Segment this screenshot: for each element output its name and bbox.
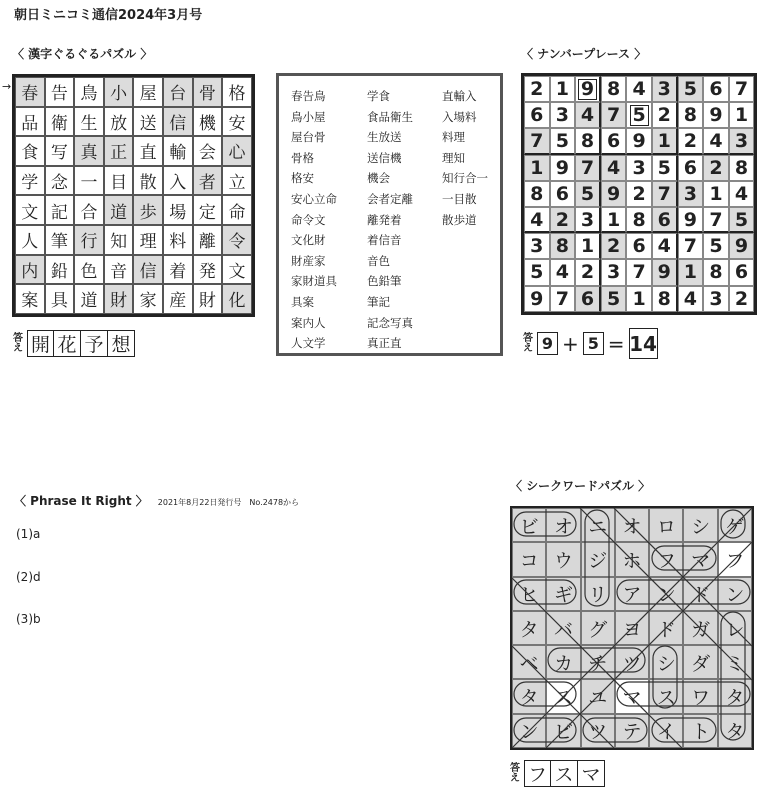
word-list-item: 色鉛筆 (367, 274, 402, 289)
sudoku-title: 〈 ナンバープレース 〉 (521, 47, 647, 61)
sudoku-cell: 9 (524, 286, 550, 312)
kanji-cell: 屋 (133, 77, 163, 107)
kanji-cell: 機 (193, 107, 223, 137)
seek-cell: オ (546, 508, 580, 542)
phrase-title-text: 〈 Phrase It Right 〉 (14, 494, 148, 508)
word-list-item: 安心立命 (291, 191, 337, 206)
seek-cell: ト (683, 714, 717, 748)
kanji-cell: 財 (104, 284, 134, 314)
kanji-cell: 音 (104, 255, 134, 285)
word-capsule (514, 580, 576, 604)
word-list-item: 案内人 (291, 315, 326, 330)
seek-cell: ツ (581, 714, 615, 748)
sudoku-cell: 4 (652, 233, 678, 259)
word-list-item: 命令文 (291, 212, 326, 227)
sudoku-cell-digit: 5 (630, 105, 649, 126)
seek-word-title: 〈 シークワードパズル 〉 (510, 479, 651, 493)
seek-cell: チ (581, 645, 615, 679)
sudoku-cell: 7 (652, 181, 678, 207)
sudoku-cell: 2 (703, 155, 729, 181)
sudoku-cell-digit: 9 (578, 79, 597, 100)
word-list-item: 食品衛生 (367, 109, 413, 124)
phrase-subtitle: 2021年8月22日発行号 No.2478から (157, 498, 300, 507)
sudoku-cell: 1 (524, 155, 550, 181)
seek-cell: タ (718, 714, 752, 748)
kanji-answer (13, 330, 135, 357)
kanji-cell: 料 (163, 225, 193, 255)
kanji-cell: 内 (15, 255, 45, 285)
word-list-item: 文化財 (291, 233, 326, 248)
seek-cell: タ (512, 611, 546, 645)
word-list-item: 人文学 (291, 336, 326, 351)
seek-cell: シ (683, 508, 717, 542)
start-arrow-icon: → (2, 80, 12, 93)
kanji-cell: 行 (74, 225, 104, 255)
sudoku-cell: 4 (575, 102, 601, 128)
sudoku-cell: 5 (729, 207, 755, 233)
sudoku-cell: 2 (601, 233, 627, 259)
word-capsule (653, 646, 677, 708)
word-list-item: 骨格 (291, 150, 314, 165)
kanji-cell: 写 (45, 136, 75, 166)
seek-cell: ガ (683, 611, 717, 645)
sudoku-cell: 1 (626, 286, 652, 312)
seek-cell: レ (718, 611, 752, 645)
sudoku-cell: 6 (550, 181, 576, 207)
kanji-cell: 道 (74, 284, 104, 314)
sudoku-cell: 1 (678, 259, 704, 285)
word-list-item: 家財道具 (291, 274, 337, 289)
kanji-cell: 知 (104, 225, 134, 255)
answer-sum: 14 (629, 328, 658, 359)
seek-cell: ン (512, 714, 546, 748)
seek-cell: フ (718, 542, 752, 576)
sudoku-cell: 3 (524, 233, 550, 259)
sudoku-cell: 3 (575, 207, 601, 233)
sudoku-cell: 2 (652, 102, 678, 128)
seek-cell: イ (649, 714, 683, 748)
seek-cell: ス (649, 679, 683, 713)
word-list-item: 着信音 (367, 233, 402, 248)
sudoku-cell: 8 (575, 128, 601, 154)
word-list-box (276, 73, 503, 356)
kanji-cell: 定 (193, 195, 223, 225)
sudoku-grid (521, 73, 757, 315)
seek-cell: マ (683, 542, 717, 576)
sudoku-cell: 5 (703, 233, 729, 259)
kanji-cell: 学 (15, 166, 45, 196)
word-list-column-2 (367, 86, 413, 354)
sudoku-cell: 6 (652, 207, 678, 233)
sudoku-cell: 4 (626, 76, 652, 102)
kanji-cell: 格 (222, 77, 252, 107)
sudoku-cell: 9 (601, 181, 627, 207)
kanji-cell: 者 (193, 166, 223, 196)
word-list-item: 散歩道 (442, 212, 477, 227)
sudoku-cell: 4 (601, 155, 627, 181)
seek-cell: フ (649, 542, 683, 576)
sudoku-cell (575, 76, 601, 102)
seek-cell: ツ (615, 645, 649, 679)
sudoku-cell: 9 (652, 259, 678, 285)
sudoku-cell: 7 (626, 259, 652, 285)
kanji-cell: 家 (133, 284, 163, 314)
sudoku-cell: 4 (550, 259, 576, 285)
phrase-answer-2: (2)d (16, 570, 41, 584)
kanji-cell: 令 (222, 225, 252, 255)
seek-cell: タ (512, 679, 546, 713)
sudoku-cell: 7 (601, 102, 627, 128)
sudoku-cell: 1 (729, 102, 755, 128)
word-list-item: 理知 (442, 150, 465, 165)
sudoku-cell: 7 (550, 286, 576, 312)
kanji-cell: 目 (104, 166, 134, 196)
kanji-cell: 一 (74, 166, 104, 196)
sudoku-cell: 2 (575, 259, 601, 285)
kanji-cell: 直 (133, 136, 163, 166)
seek-cell: ワ (683, 679, 717, 713)
kanji-cell: 立 (222, 166, 252, 196)
sudoku-cell: 6 (703, 76, 729, 102)
sudoku-cell: 9 (626, 128, 652, 154)
sudoku-cell: 6 (601, 128, 627, 154)
sudoku-cell: 7 (703, 207, 729, 233)
kanji-cell: 台 (163, 77, 193, 107)
word-capsule (652, 546, 716, 570)
seek-cell: ゲ (718, 508, 752, 542)
sudoku-cell: 5 (575, 181, 601, 207)
seek-cell: ヨ (615, 611, 649, 645)
seek-cell: マ (615, 679, 649, 713)
answer-label: 答え (510, 762, 520, 784)
sudoku-cell: 7 (678, 233, 704, 259)
sudoku-cell: 5 (678, 76, 704, 102)
seek-cell: ス (546, 679, 580, 713)
phrase-answer-3: (3)b (16, 612, 41, 626)
word-list-column-3 (442, 86, 488, 230)
kanji-cell: 命 (222, 195, 252, 225)
sudoku-cell: 5 (601, 286, 627, 312)
kanji-cell: 産 (163, 284, 193, 314)
sudoku-cell (626, 102, 652, 128)
word-list-item: 学食 (367, 89, 390, 103)
word-list-item: 生放送 (367, 130, 402, 145)
sudoku-cell: 7 (729, 76, 755, 102)
sudoku-cell: 8 (729, 155, 755, 181)
kanji-cell: 春 (15, 77, 45, 107)
sudoku-cell: 8 (652, 286, 678, 312)
seek-cell: ビ (546, 714, 580, 748)
kanji-cell: 安 (222, 107, 252, 137)
sudoku-cell: 3 (601, 259, 627, 285)
kanji-cell: 合 (74, 195, 104, 225)
strike-line (512, 508, 752, 748)
word-list-item: 具案 (291, 294, 314, 309)
seek-cell: ユ (581, 679, 615, 713)
kanji-cell: 会 (193, 136, 223, 166)
seek-cell: コ (512, 542, 546, 576)
seek-cell: ド (683, 577, 717, 611)
seek-cell: ニ (581, 508, 615, 542)
seek-cell: ジ (581, 542, 615, 576)
word-capsule (514, 512, 576, 536)
answer-label: 答え (13, 332, 23, 354)
word-list-item: 一目散 (442, 191, 477, 206)
sudoku-cell: 1 (652, 128, 678, 154)
word-list-item: 知行合一 (442, 171, 488, 186)
word-list-item: 春告鳥 (291, 89, 326, 103)
answer-digit-b: 5 (583, 332, 604, 355)
sudoku-cell: 6 (626, 233, 652, 259)
answer-digit-a: 9 (537, 332, 558, 355)
sudoku-cell: 8 (678, 102, 704, 128)
sudoku-cell: 3 (550, 102, 576, 128)
seek-cell: ヒ (512, 577, 546, 611)
sudoku-cell: 6 (678, 155, 704, 181)
word-list-item: 音色 (367, 253, 390, 268)
kanji-cell: 鳥 (74, 77, 104, 107)
sudoku-cell: 2 (626, 181, 652, 207)
kanji-puzzle-title: 〈 漢字ぐるぐるパズル 〉 (12, 47, 153, 61)
answer-char: マ (578, 760, 605, 787)
sudoku-cell: 6 (575, 286, 601, 312)
word-list-item: 格安 (291, 171, 314, 186)
seek-cell: ド (649, 611, 683, 645)
word-list-item: 会者定離 (367, 191, 413, 206)
kanji-cell: 信 (163, 107, 193, 137)
sudoku-cell: 2 (678, 128, 704, 154)
word-list-item: 送信機 (367, 150, 402, 165)
kanji-cell: 場 (163, 195, 193, 225)
kanji-cell: 散 (133, 166, 163, 196)
kanji-cell: 理 (133, 225, 163, 255)
answer-label: 答え (523, 332, 533, 354)
answer-char: 想 (108, 330, 135, 357)
kanji-grid (12, 74, 255, 317)
sudoku-cell: 8 (524, 181, 550, 207)
kanji-cell: 道 (104, 195, 134, 225)
seek-cell: ホ (615, 542, 649, 576)
kanji-cell: 送 (133, 107, 163, 137)
sudoku-cell: 4 (703, 128, 729, 154)
kanji-cell: 小 (104, 77, 134, 107)
sudoku-cell: 3 (652, 76, 678, 102)
sudoku-cell: 3 (703, 286, 729, 312)
word-capsule (617, 580, 750, 604)
seek-cell: ギ (546, 577, 580, 611)
sudoku-cell: 3 (678, 181, 704, 207)
sudoku-cell: 3 (729, 128, 755, 154)
word-list-item: 料理 (442, 130, 465, 145)
word-list-item: 鳥小屋 (291, 109, 326, 124)
seek-cell: ア (615, 577, 649, 611)
kanji-cell: 生 (74, 107, 104, 137)
kanji-cell: 真 (74, 136, 104, 166)
word-capsule (548, 648, 645, 672)
kanji-cell: 信 (133, 255, 163, 285)
sudoku-cell: 1 (601, 207, 627, 233)
kanji-cell: 食 (15, 136, 45, 166)
sudoku-cell: 2 (729, 286, 755, 312)
word-list-item: 屋台骨 (291, 130, 326, 145)
sudoku-cell: 8 (550, 233, 576, 259)
sudoku-cell: 4 (524, 207, 550, 233)
seek-cell: グ (581, 611, 615, 645)
seek-cell: シ (649, 645, 683, 679)
sudoku-cell: 1 (703, 181, 729, 207)
word-list-column-1 (291, 86, 337, 354)
kanji-cell: 記 (45, 195, 75, 225)
seek-cell: ン (718, 577, 752, 611)
kanji-cell: 衛 (45, 107, 75, 137)
word-list-item: 筆記 (367, 294, 390, 309)
seek-cell: タ (718, 679, 752, 713)
seek-cell: ダ (683, 645, 717, 679)
word-list-item: 離発着 (367, 212, 402, 227)
sudoku-cell: 6 (729, 259, 755, 285)
seek-cell: ミ (718, 645, 752, 679)
kanji-cell: 発 (193, 255, 223, 285)
kanji-cell: 骨 (193, 77, 223, 107)
sudoku-cell: 7 (575, 155, 601, 181)
seek-cell: ロ (649, 508, 683, 542)
seek-cell: バ (546, 611, 580, 645)
kanji-cell: 化 (222, 284, 252, 314)
kanji-cell: 輸 (163, 136, 193, 166)
word-capsule (721, 510, 745, 538)
word-capsule (514, 718, 576, 742)
word-list-item: 財産家 (291, 253, 326, 268)
word-list-item: 記念写真 (367, 315, 413, 330)
answer-char: フ (524, 760, 551, 787)
kanji-cell: 具 (45, 284, 75, 314)
plus-sign: + (562, 331, 579, 356)
seek-word-markings (510, 506, 754, 750)
sudoku-cell: 4 (678, 286, 704, 312)
kanji-cell: 財 (193, 284, 223, 314)
sudoku-cell: 2 (524, 76, 550, 102)
word-capsule (721, 612, 745, 740)
sudoku-cell: 9 (678, 207, 704, 233)
sudoku-cell: 8 (626, 207, 652, 233)
kanji-cell: 歩 (133, 195, 163, 225)
sudoku-cell: 9 (550, 155, 576, 181)
kanji-cell: 心 (222, 136, 252, 166)
sudoku-cell: 2 (550, 207, 576, 233)
seek-cell: ビ (512, 508, 546, 542)
kanji-cell: 色 (74, 255, 104, 285)
kanji-cell: 着 (163, 255, 193, 285)
answer-char: 予 (81, 330, 108, 357)
word-list-item: 機会 (367, 171, 390, 186)
word-list-item: 真正直 (367, 336, 402, 351)
answer-char: 開 (27, 330, 54, 357)
sudoku-cell: 3 (626, 155, 652, 181)
seek-cell: テ (615, 714, 649, 748)
word-list-item: 直輸入 (442, 89, 477, 103)
sudoku-cell: 9 (729, 233, 755, 259)
sudoku-cell: 9 (703, 102, 729, 128)
seek-cell: オ (615, 508, 649, 542)
sudoku-cell: 5 (524, 259, 550, 285)
kanji-cell: 離 (193, 225, 223, 255)
sudoku-cell: 8 (703, 259, 729, 285)
seek-cell: リ (581, 577, 615, 611)
sudoku-cell: 8 (601, 76, 627, 102)
phrase-answer-1: (1)a (16, 527, 41, 541)
kanji-cell: 念 (45, 166, 75, 196)
seek-cell: カ (546, 645, 580, 679)
kanji-cell: 文 (222, 255, 252, 285)
seek-answer (510, 760, 605, 787)
kanji-cell: 鉛 (45, 255, 75, 285)
answer-char: 花 (54, 330, 81, 357)
kanji-cell: 人 (15, 225, 45, 255)
kanji-cell: 筆 (45, 225, 75, 255)
word-capsule (652, 718, 716, 742)
kanji-cell: 入 (163, 166, 193, 196)
sudoku-cell: 4 (729, 181, 755, 207)
seek-cell: ベ (512, 645, 546, 679)
page-title: 朝日ミニコミ通信2024年3月号 (14, 8, 203, 23)
kanji-cell: 正 (104, 136, 134, 166)
kanji-cell: 案 (15, 284, 45, 314)
phrase-title (14, 492, 299, 509)
sudoku-cell: 7 (524, 128, 550, 154)
sudoku-cell: 1 (575, 233, 601, 259)
word-capsule (583, 718, 647, 742)
kanji-cell: 告 (45, 77, 75, 107)
word-list-item: 入場料 (442, 109, 477, 124)
equals-sign: = (607, 331, 625, 356)
answer-char: ス (551, 760, 578, 787)
sudoku-cell: 5 (652, 155, 678, 181)
sudoku-cell: 6 (524, 102, 550, 128)
kanji-cell: 品 (15, 107, 45, 137)
sudoku-cell: 1 (550, 76, 576, 102)
sudoku-cell: 5 (550, 128, 576, 154)
seek-cell: ウ (546, 542, 580, 576)
seek-cell: ン (649, 577, 683, 611)
sudoku-answer (523, 328, 658, 359)
kanji-cell: 文 (15, 195, 45, 225)
kanji-cell: 放 (104, 107, 134, 137)
